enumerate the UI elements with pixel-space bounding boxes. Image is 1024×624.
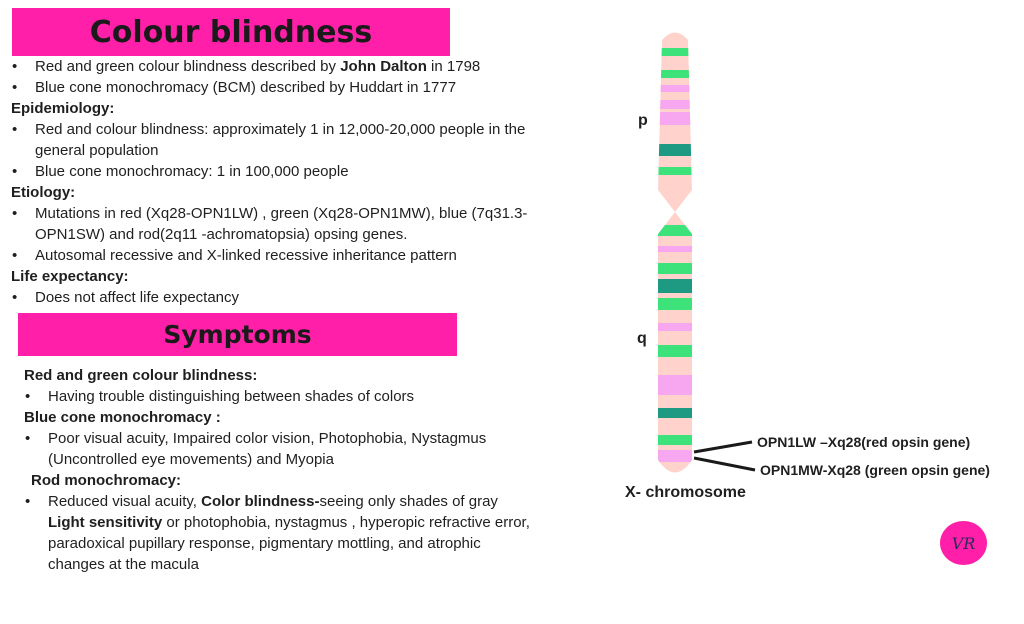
epidemiology-item-2: • Blue cone monochromacy: 1 in 100,000 people: [35, 161, 349, 182]
gene-label-green-opsin: OPN1MW-Xq28 (green opsin gene): [760, 462, 990, 478]
chromosome-band: [655, 70, 695, 78]
symptoms-title: Symptoms: [18, 313, 457, 356]
etiology-item-2: • Autosomal recessive and X-linked recessive inheritance pattern: [35, 245, 457, 266]
chromosome-band: [655, 225, 695, 236]
life-expectancy-item: • Does not affect life expectancy: [35, 287, 239, 308]
etiology-item-1: • Mutations in red (Xq28-OPN1LW) , green (Xq28-OPN1MW), blue (7q31.3-: [35, 203, 527, 224]
red-green-heading: Red and green colour blindness:: [24, 367, 258, 384]
rod-heading: Rod monochromacy:: [31, 472, 182, 489]
etiology-item-1-cont: OPN1SW) and rod(2q11 -achromatopsia) opsing genes.: [35, 226, 408, 243]
rod-bold: Color blindness-: [201, 493, 320, 510]
chromosome-band: [655, 263, 695, 274]
epidemiology-heading: Epidemiology:: [11, 100, 115, 117]
light-sensitivity: Light sensitivity: [48, 514, 163, 531]
gene-label-red-opsin: OPN1LW –Xq28(red opsin gene): [757, 434, 971, 450]
q-arm-label: q: [637, 330, 647, 347]
epidemiology-item-1: • Red and colour blindness: approximately 1 in 12,000-20,000 people in the: [35, 119, 525, 140]
rod-text-2: seeing only shades of gray: [319, 493, 498, 510]
chromosome-band: [655, 112, 695, 125]
history-item-huddart: • Blue cone monochromacy (BCM) described by Huddart in 1777: [35, 77, 456, 98]
chromosome-band: [655, 375, 695, 395]
chromosome-band: [655, 435, 695, 445]
chromosome-band: [655, 345, 695, 357]
chromosome-band: [655, 246, 695, 252]
rod-item-4: changes at the macula: [48, 556, 199, 573]
bcm-item-cont: (Uncontrolled eye movements) and Myopia: [48, 451, 334, 468]
bcm-item: • Poor visual acuity, Impaired color vision, Photophobia, Nystagmus: [48, 428, 486, 449]
chromosome-band: [655, 144, 695, 156]
gene2-pointer: [694, 458, 755, 470]
history-text: Red and green colour blindness described by: [35, 58, 341, 75]
history-item-dalton: [35, 56, 480, 77]
epidemiology-item-1-cont: general population: [35, 142, 159, 159]
chromosome-band: [655, 100, 695, 109]
rod-item-2: [48, 512, 530, 533]
rod-text-3: or photophobia, nystagmus , hyperopic refractive error,: [162, 514, 530, 531]
p-arm-label: p: [638, 112, 648, 129]
vr-logo: VR: [940, 521, 987, 565]
chromosome-body: [655, 20, 695, 490]
page-title: Colour blindness: [12, 8, 450, 56]
chromosome-band: [655, 48, 695, 56]
bcm-heading: Blue cone monochromacy :: [24, 409, 221, 426]
gene1-pointer: [694, 442, 752, 452]
life-expectancy-heading: Life expectancy:: [11, 268, 129, 285]
history-year: in 1798: [426, 58, 481, 75]
chromosome-band: [655, 323, 695, 331]
chromosome-band: [655, 450, 695, 462]
rod-item-3: paradoxical pupillary response, pigmentary mottling, and atrophic: [48, 535, 481, 552]
red-green-item: • Having trouble distinguishing between shades of colors: [48, 386, 414, 407]
chromosome-caption: X- chromosome: [625, 484, 746, 501]
chromosome-band: [655, 85, 695, 92]
chromosome-band: [655, 298, 695, 310]
rod-text: Reduced visual acuity,: [48, 493, 202, 510]
chromosome-band: [655, 408, 695, 418]
chromosome-band: [655, 279, 695, 293]
etiology-heading: Etiology:: [11, 184, 76, 201]
dalton-name: John Dalton: [340, 58, 427, 75]
chromosome-band: [655, 167, 695, 175]
rod-item-1: [48, 491, 498, 512]
